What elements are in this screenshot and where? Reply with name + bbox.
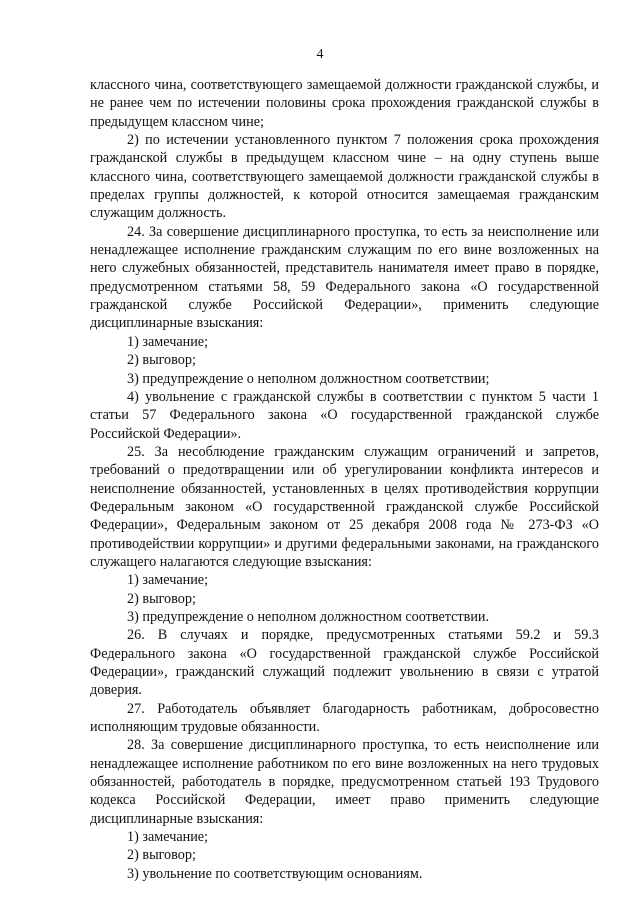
paragraph: 24. За совершение дисциплинарного проступка, то есть за неисполнение или ненадлежащее исполнение гражданским служащим по его вине возложенных на него служебных обязанностей, представитель нанимателя имеет право в порядке, предусмотренном статьями 58, 59 Федерального закона «О государственной гражданской службе Российской Федерации», применить следующие дисциплинарные взыскания: xyxy=(90,223,599,332)
list-item: 2) выговор; xyxy=(127,847,196,864)
list-item: 1) замечание; xyxy=(127,829,209,846)
paragraph: 4) увольнение с гражданской службы в соответствии с пунктом 5 части 1 статьи 57 Федерального закона «О государственной гражданской службе Российской Федерации». xyxy=(90,388,599,442)
paragraph: классного чина, соответствующего замещаемой должности гражданской службы, и не ранее чем по истечении половины срока прохождения гражданской службы в предыдущем классном чине; xyxy=(90,77,599,130)
paragraph: 27. Работодатель объявляет благодарность работникам, добросовестно исполняющим трудовые обязанности. xyxy=(90,700,599,736)
penalty-list xyxy=(90,333,599,388)
list-item: 3) увольнение по соответствующим основаниям. xyxy=(127,865,423,882)
paragraph: 26. В случаях и порядке, предусмотренных статьями 59.2 и 59.3 Федерального закона «О государственной гражданской службе Российской Федерации», гражданский служащий подлежит увольнению в связи с утратой доверия. xyxy=(90,627,599,699)
paragraph: 25. За несоблюдение гражданским служащим ограничений и запретов, требований о предотвращении или об урегулировании конфликта интересов и неисполнение обязанностей, установленных в целях противодействия коррупции Федеральным законом «О государственной гражданской службе Российской Федерации», Федеральным законом от 25 декабря 2008 года № 273-ФЗ «О противодействии коррупции» и другими федеральными законами, на гражданского служащего налагаются следующие взыскания: xyxy=(90,443,599,570)
list-item: 1) замечание; xyxy=(127,572,209,589)
penalty-list xyxy=(90,571,599,626)
page-number: 4 xyxy=(316,47,324,62)
penalty-list xyxy=(90,828,599,883)
list-item: 3) предупреждение о неполном должностном соответствии. xyxy=(127,608,490,625)
list-item: 3) предупреждение о неполном должностном соответствии; xyxy=(127,370,490,387)
list-item: 1) замечание; xyxy=(127,333,209,350)
list-item: 2) выговор; xyxy=(127,590,196,607)
paragraph: 2) по истечении установленного пунктом 7 положения срока прохождения гражданской службы в предыдущем классном чине – на одну ступень выше классного чина, соответствующего замещаемой должности гражданской службы в пределах группы должностей, к которой относится замещаемая гражданским служащим должность. xyxy=(90,132,599,222)
paragraph: 28. За совершение дисциплинарного проступка, то есть неисполнение или ненадлежащее исполнение работником по его вине возложенных на него трудовых обязанностей, работодатель в порядке, предусмотренном статьей 193 Трудового кодекса Российской Федерации, имеет право применить следующие дисциплинарные взыскания: xyxy=(90,737,599,827)
list-item: 2) выговор; xyxy=(127,352,196,369)
document-body xyxy=(90,76,599,883)
